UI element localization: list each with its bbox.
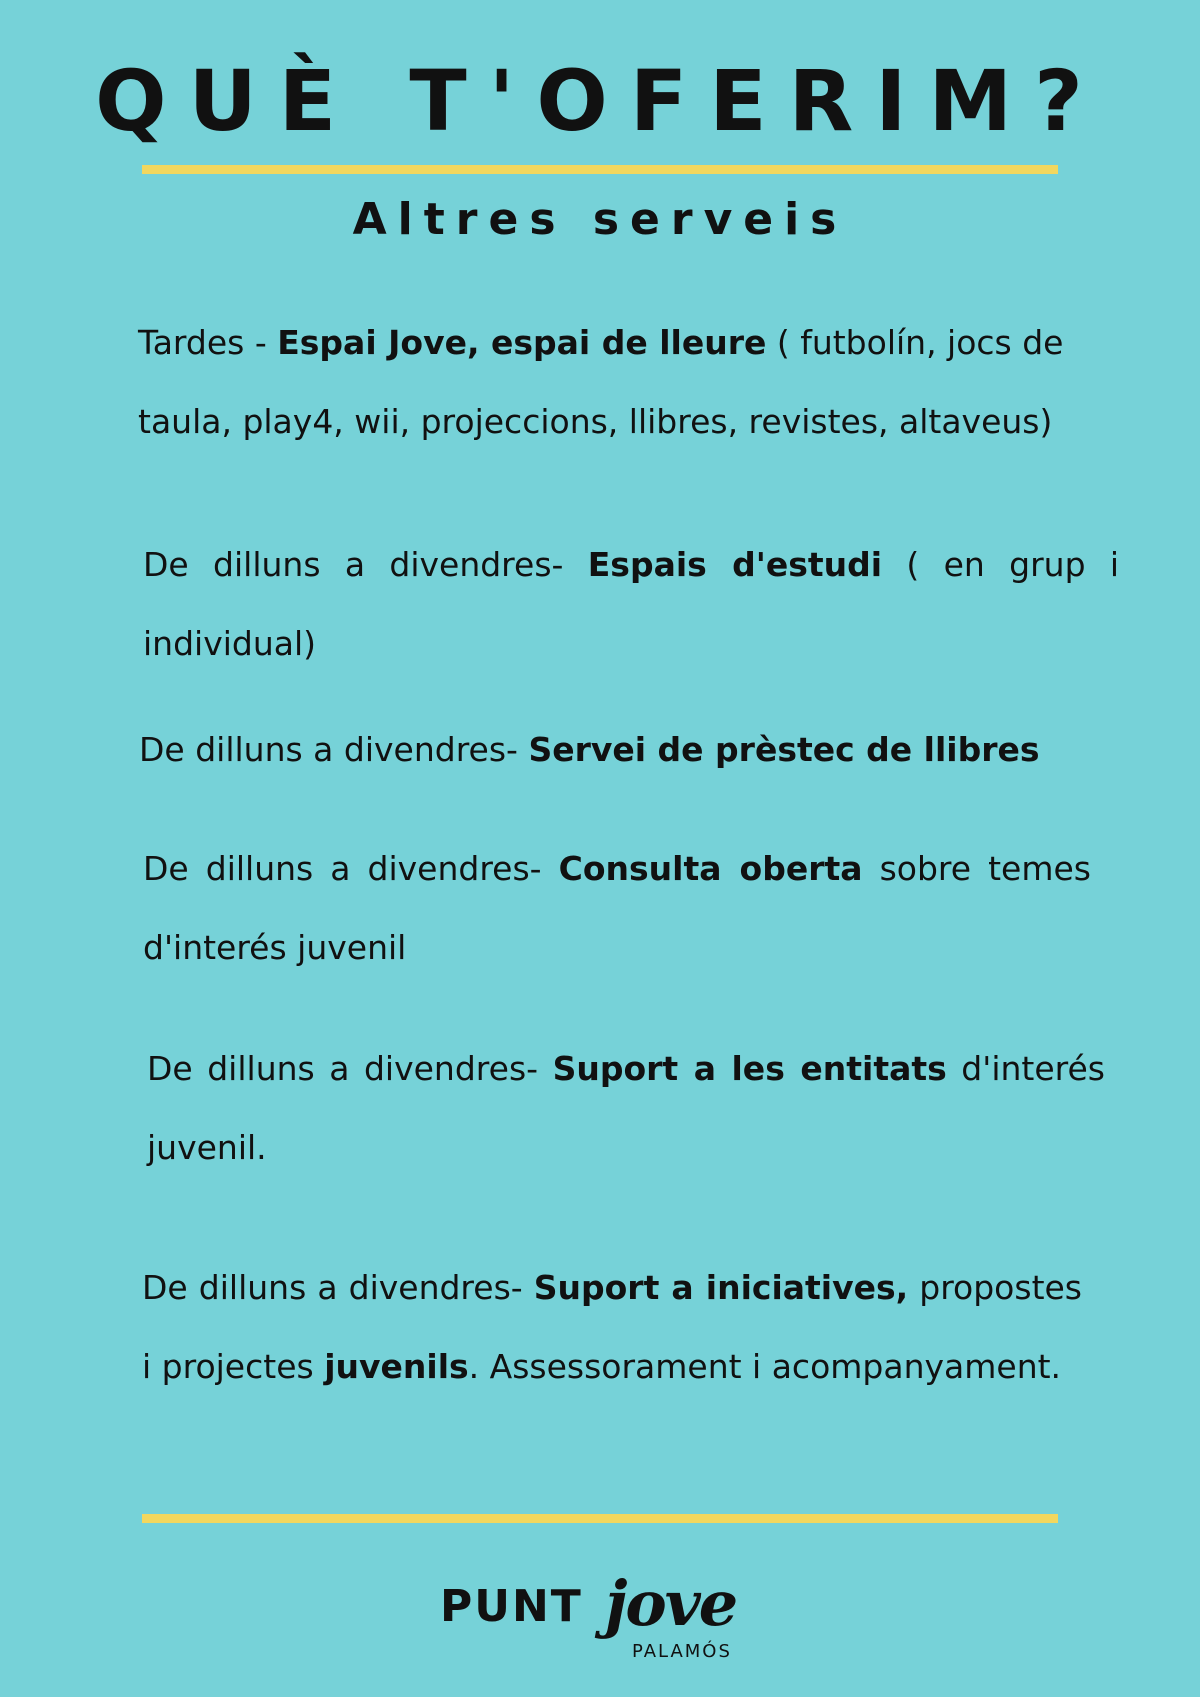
item-lead: De dilluns a divendres- bbox=[143, 545, 588, 584]
page-subtitle: Altres serveis bbox=[352, 194, 848, 245]
item-rest: propostes i projectes bbox=[142, 1268, 1083, 1386]
item-bold: Servei de prèstec de llibres bbox=[528, 730, 1040, 769]
logo-jove-text: jove bbox=[605, 1567, 737, 1640]
logo-punt-text: PUNT bbox=[440, 1581, 583, 1632]
service-item-suport-entitats bbox=[147, 1029, 1105, 1187]
service-item-consulta-oberta bbox=[143, 829, 1091, 987]
item-lead: De dilluns a divendres- bbox=[147, 1049, 553, 1088]
logo-place-text: PALAMÓS bbox=[632, 1641, 732, 1662]
item-rest: sobre temes d'interés juvenil bbox=[143, 849, 1091, 967]
item-lead: De dilluns a divendres- bbox=[142, 1268, 534, 1307]
service-item-espais-estudi bbox=[143, 525, 1119, 683]
bottom-divider bbox=[142, 1514, 1058, 1523]
service-item-suport-iniciatives bbox=[142, 1248, 1082, 1406]
service-item-espai-jove bbox=[138, 303, 1118, 461]
item-lead: De dilluns a divendres- bbox=[139, 730, 529, 769]
page-title: QUÈ T'OFERIM? bbox=[95, 52, 1105, 150]
service-item-prestec-llibres bbox=[139, 710, 1119, 789]
punt-jove-logo bbox=[440, 1567, 770, 1673]
item-bold: Consulta oberta bbox=[558, 849, 863, 888]
item-rest-2: . Assessorament i acompanyament. bbox=[468, 1347, 1062, 1386]
item-rest: d'interés juvenil. bbox=[147, 1049, 1105, 1167]
item-bold: Suport a les entitats bbox=[552, 1049, 947, 1088]
item-rest: ( futbolín, jocs de taula, play4, wii, projeccions, llibres, revistes, altaveus) bbox=[138, 323, 1064, 441]
item-lead: Tardes - bbox=[138, 323, 278, 362]
item-lead: De dilluns a divendres- bbox=[143, 849, 559, 888]
item-bold: Espai Jove, espai de lleure bbox=[277, 323, 767, 362]
item-bold: Espais d'estudi bbox=[587, 545, 883, 584]
item-rest: ( en grup i individual) bbox=[143, 545, 1120, 663]
item-bold-2: juvenils bbox=[324, 1347, 469, 1386]
item-bold: Suport a iniciatives, bbox=[533, 1268, 909, 1307]
top-divider bbox=[142, 165, 1058, 174]
